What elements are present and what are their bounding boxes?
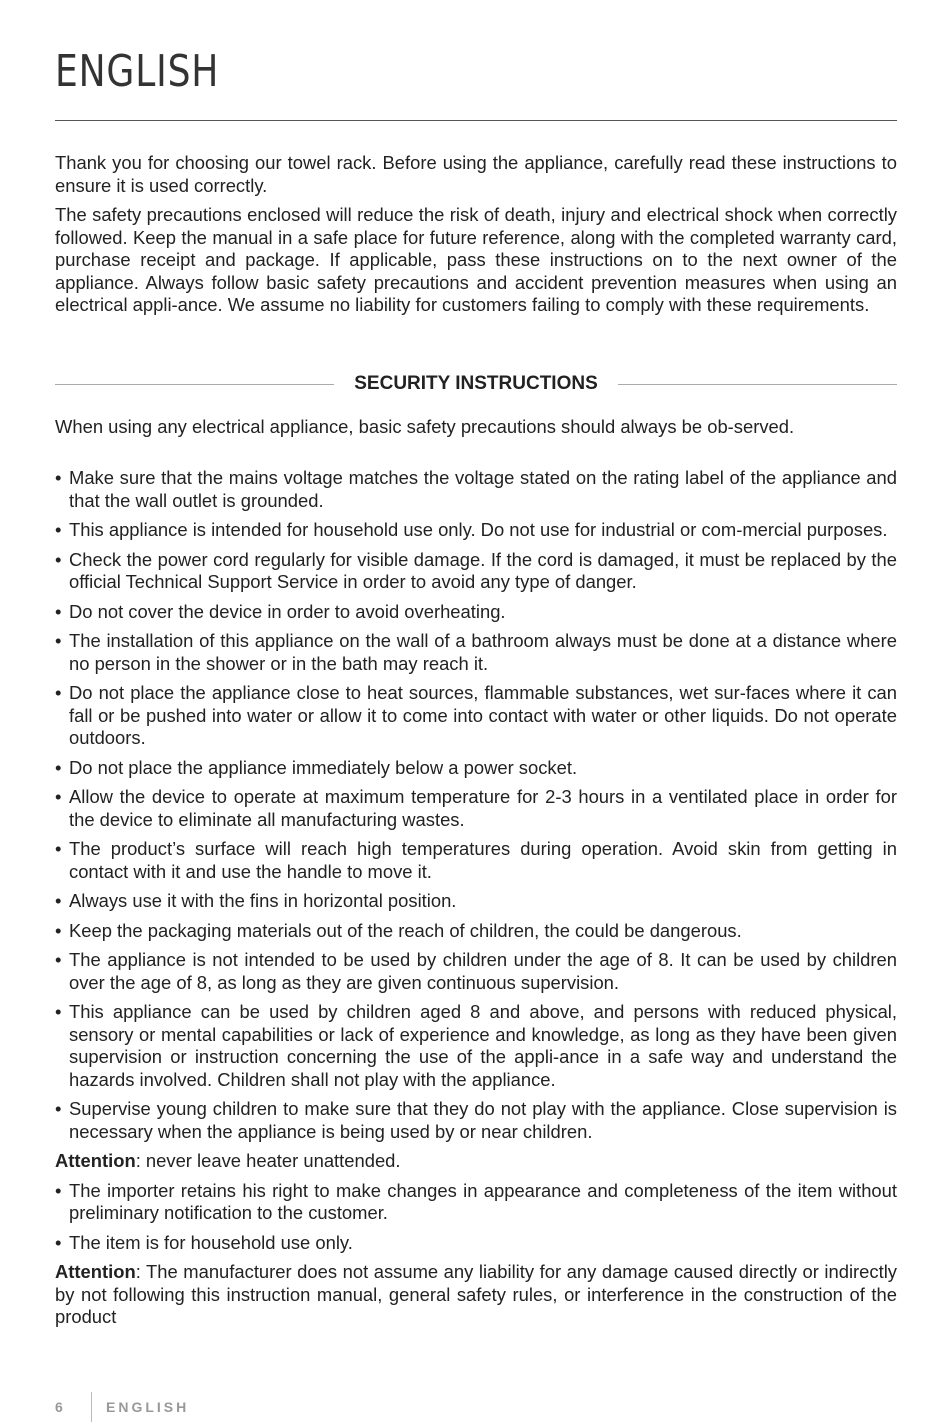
list-item: • Do not place the appliance immediately below a power socket. <box>55 757 897 780</box>
list-item: • This appliance can be used by children aged 8 and above, and persons with reduced physical, sensory or mental capabilities or lack of experience and knowledge, as long as they have been given supervision or instruction concerning the use of the appli-ance in a safe way and understand the hazards involved. Children shall not play with the appliance. <box>55 1001 897 1091</box>
list-item: • The item is for household use only. <box>55 1232 897 1255</box>
list-item: • Make sure that the mains voltage matches the voltage stated on the rating label of the appliance and that the wall outlet is grounded. <box>55 467 897 512</box>
list-item: • The importer retains his right to make changes in appearance and completeness of the item without preliminary notification to the customer. <box>55 1180 897 1225</box>
list-item: • The installation of this appliance on the wall of a bathroom always must be done at a distance where no person in the shower or in the bath may reach it. <box>55 630 897 675</box>
heading-rule-right <box>618 384 897 385</box>
attention-label: Attention <box>55 1261 136 1282</box>
attention-text: : never leave heater unattended. <box>135 1150 401 1171</box>
page-footer <box>55 1392 189 1422</box>
list-item: • Do not cover the device in order to avoid overheating. <box>55 601 897 624</box>
list-item: • This appliance is intended for household use only. Do not use for industrial or com-mercial purposes. <box>55 519 897 542</box>
attention-note-2 <box>55 1261 897 1329</box>
list-item: • Always use it with the fins in horizontal position. <box>55 890 897 913</box>
intro-paragraph-2: The safety precautions enclosed will reduce the risk of death, injury and electrical shock when correctly followed. Keep the manual in a safe place for future reference, along with the completed warranty card, purchase receipt and package. If applicable, pass these instructions on to the next owner of the appliance. Always follow basic safety precautions and accident prevention measures when using an electrical appli-ance. We assume no liability for customers failing to comply with these requirements. <box>55 204 897 315</box>
list-item: • Do not place the appliance close to heat sources, flammable substances, wet sur-faces where it can fall or be pushed into water or allow it to come into contact with water or other liquids. Do not operate outdoors. <box>55 682 897 750</box>
page-title: ENGLISH <box>55 46 220 97</box>
list-item: • The product’s surface will reach high temperatures during operation. Avoid skin from getting in contact with it and use the handle to move it. <box>55 838 897 883</box>
list-item: • Check the power cord regularly for visible damage. If the cord is damaged, it must be replaced by the official Technical Support Service in order to avoid any type of danger. <box>55 549 897 594</box>
intro-paragraph-1: Thank you for choosing our towel rack. Before using the appliance, carefully read these instructions to ensure it is used correctly. <box>55 152 897 196</box>
page-number: 6 <box>55 1399 63 1415</box>
footer-label: ENGLISH <box>106 1399 190 1415</box>
list-item: • Allow the device to operate at maximum temperature for 2-3 hours in a ventilated place in order for the device to eliminate all manufacturing wastes. <box>55 786 897 831</box>
attention-label: Attention <box>55 1150 136 1171</box>
footer-divider <box>91 1392 92 1422</box>
list-item: • Keep the packaging materials out of the reach of children, the could be dangerous. <box>55 920 897 943</box>
list-item: • Supervise young children to make sure that they do not play with the appliance. Close supervision is necessary when the appliance is being used by or near children. <box>55 1098 897 1143</box>
section-lead: When using any electrical appliance, basic safety precautions should always be ob-served. <box>55 416 795 437</box>
safety-list <box>55 467 897 1336</box>
title-divider <box>55 120 897 121</box>
section-title: SECURITY INSTRUCTIONS <box>354 373 598 394</box>
attention-note-1 <box>55 1150 897 1173</box>
section-heading <box>55 371 897 397</box>
heading-rule-left <box>55 384 334 385</box>
list-item: • The appliance is not intended to be used by children under the age of 8. It can be used by children over the age of 8, as long as they are given continuous supervision. <box>55 949 897 994</box>
attention-text: : The manufacturer does not assume any liability for any damage caused directly or indirectly by not following this instruction manual, general safety rules, or interference in the construction of the product <box>55 1261 897 1327</box>
